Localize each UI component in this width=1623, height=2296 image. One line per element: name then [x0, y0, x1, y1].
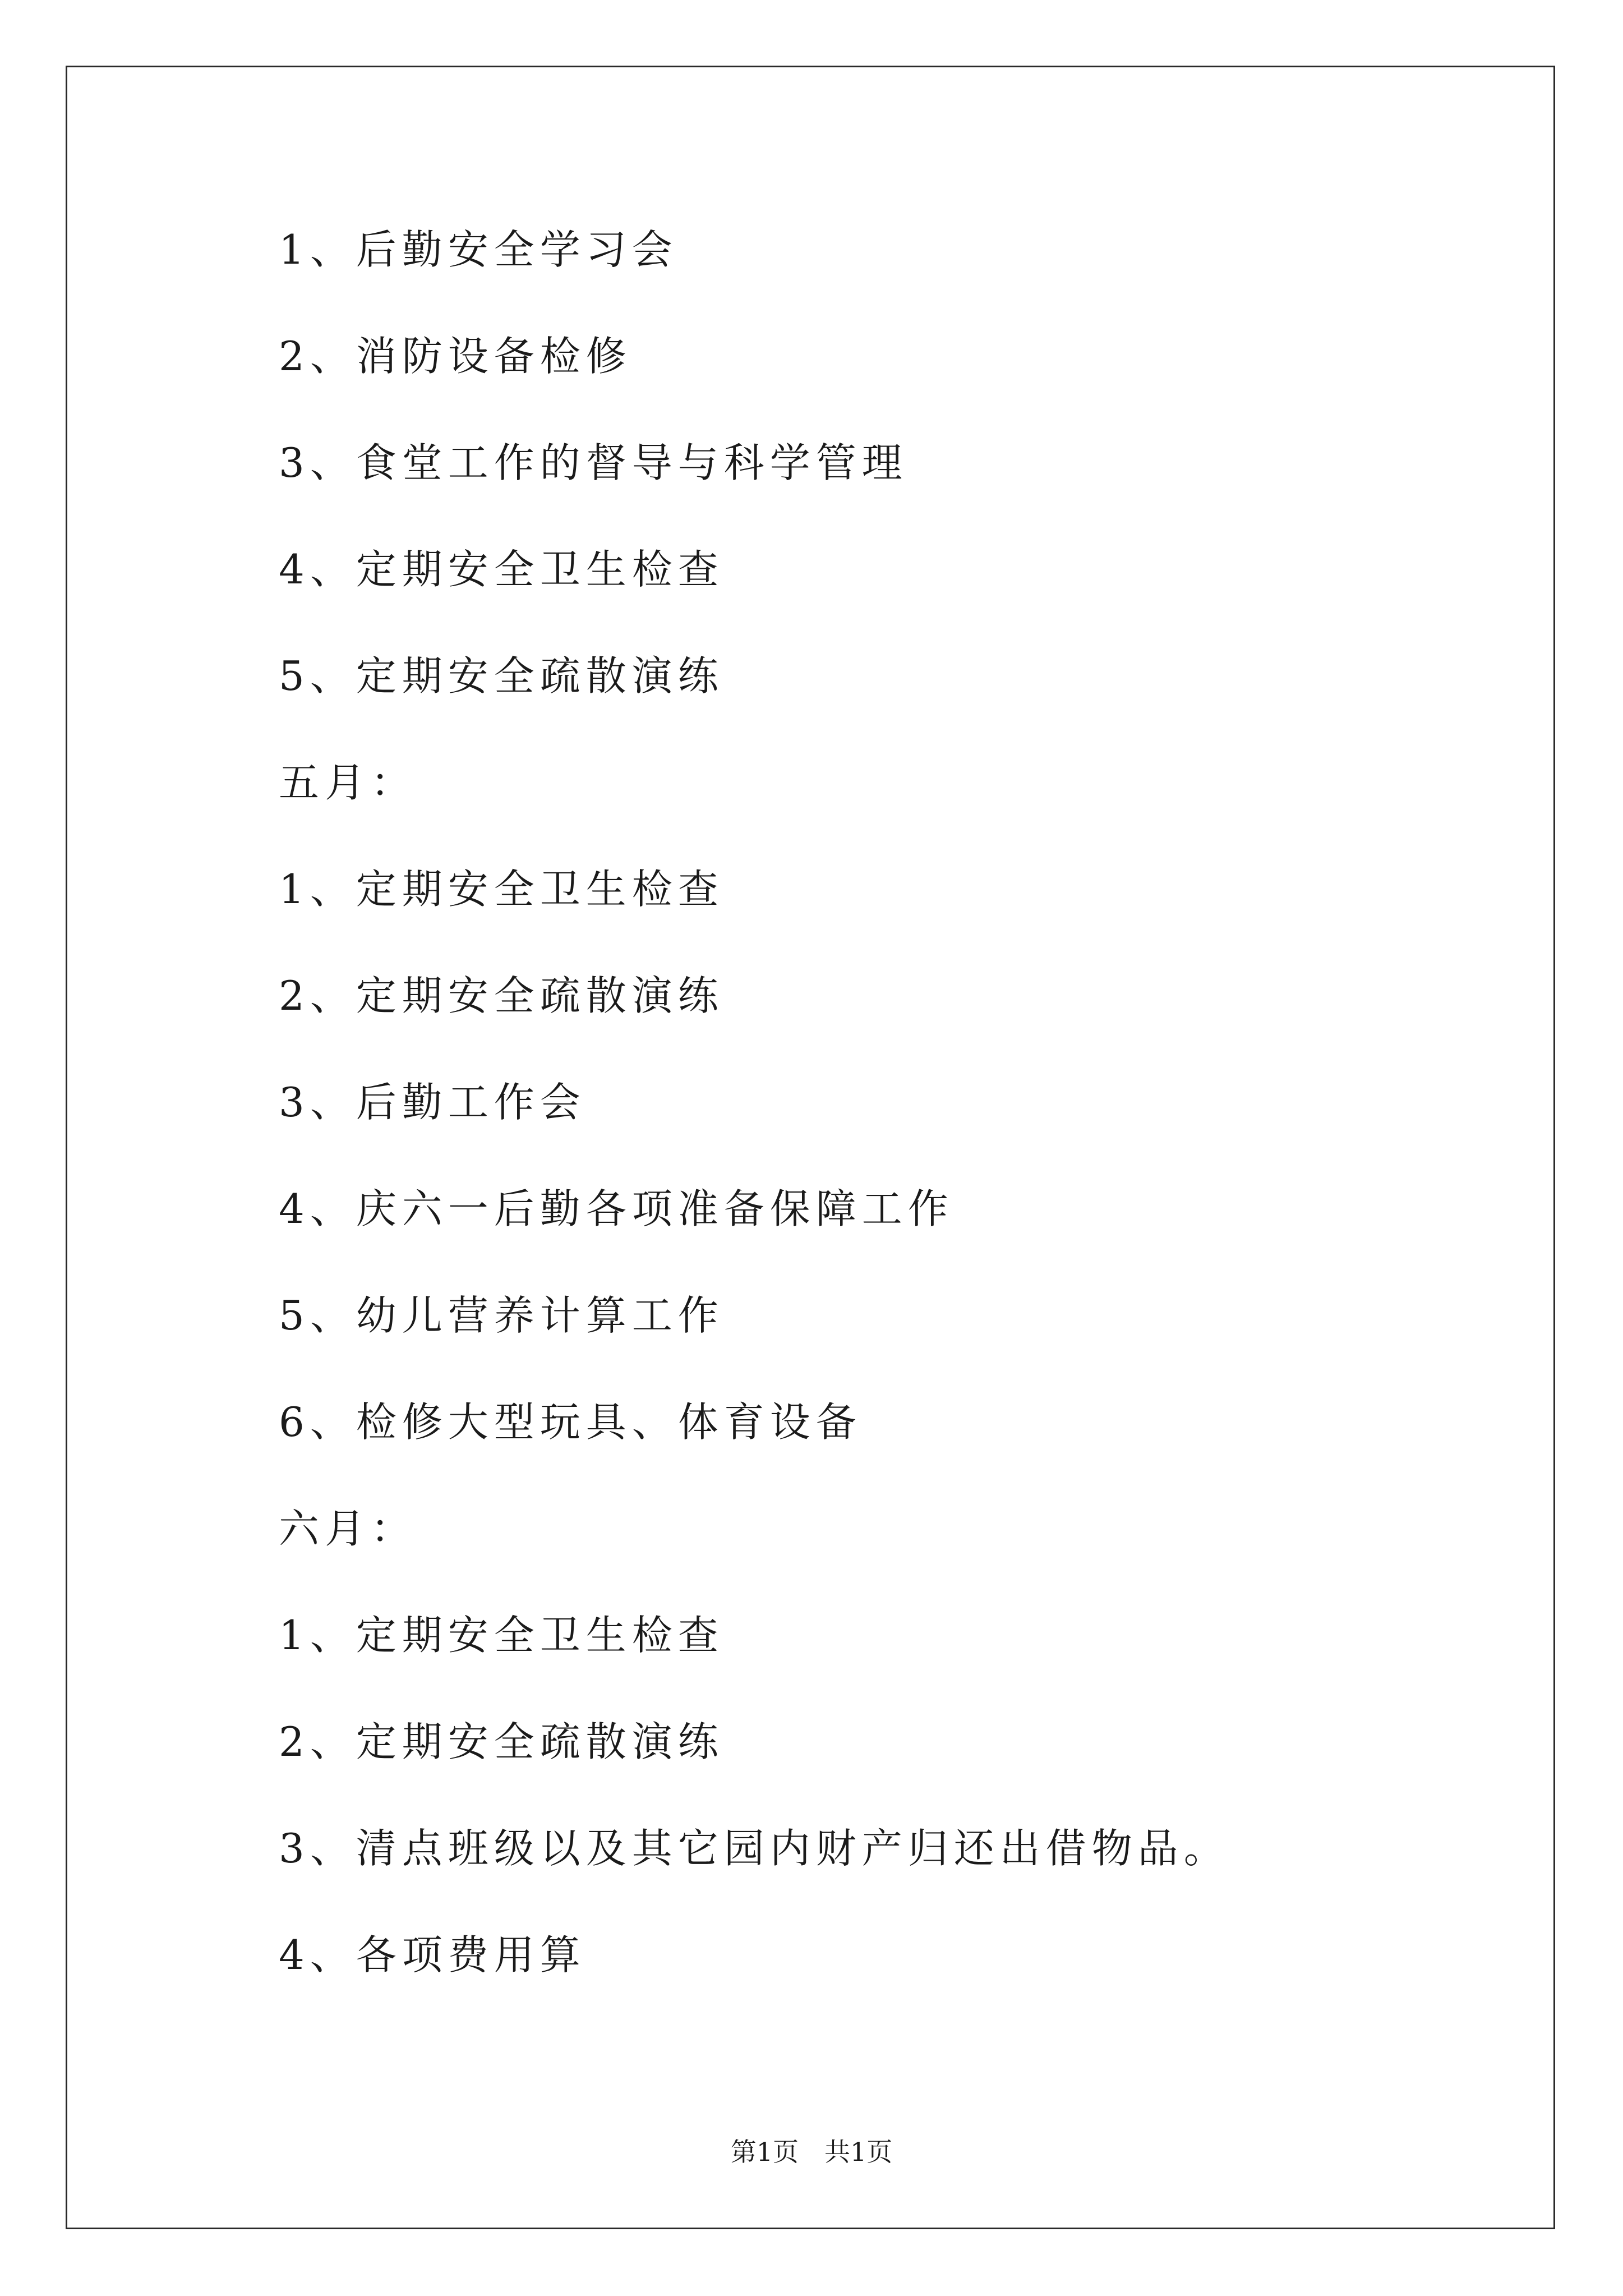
list-item: 2、消防设备检修 [279, 333, 632, 380]
page-number: 第1页 [730, 2137, 799, 2167]
list-item: 1、定期安全卫生检查 [279, 866, 724, 913]
page-footer [0, 2132, 1623, 2169]
list-item: 2、定期安全疏散演练 [279, 1718, 724, 1765]
section-heading: 五月： [279, 759, 417, 806]
list-item: 6、检修大型玩具、体育设备 [279, 1398, 862, 1446]
document-body [279, 213, 1484, 2025]
list-item: 5、幼儿营养计算工作 [279, 1292, 724, 1339]
list-item: 5、定期安全疏散演练 [279, 652, 724, 700]
list-item: 3、清点班级以及其它园内财产归还出借物品。 [279, 1825, 1230, 1872]
list-item: 1、后勤安全学习会 [279, 226, 678, 273]
list-item: 1、定期安全卫生检查 [279, 1612, 724, 1659]
section-heading: 六月： [279, 1505, 417, 1552]
list-item: 4、各项费用算 [279, 1931, 586, 1978]
list-item: 4、庆六一后勤各项准备保障工作 [279, 1185, 954, 1232]
list-item: 4、定期安全卫生检查 [279, 546, 724, 593]
list-item: 2、定期安全疏散演练 [279, 972, 724, 1019]
page-count: 共1页 [824, 2137, 893, 2167]
list-item: 3、后勤工作会 [279, 1079, 586, 1126]
list-item: 3、食堂工作的督导与科学管理 [279, 439, 908, 486]
